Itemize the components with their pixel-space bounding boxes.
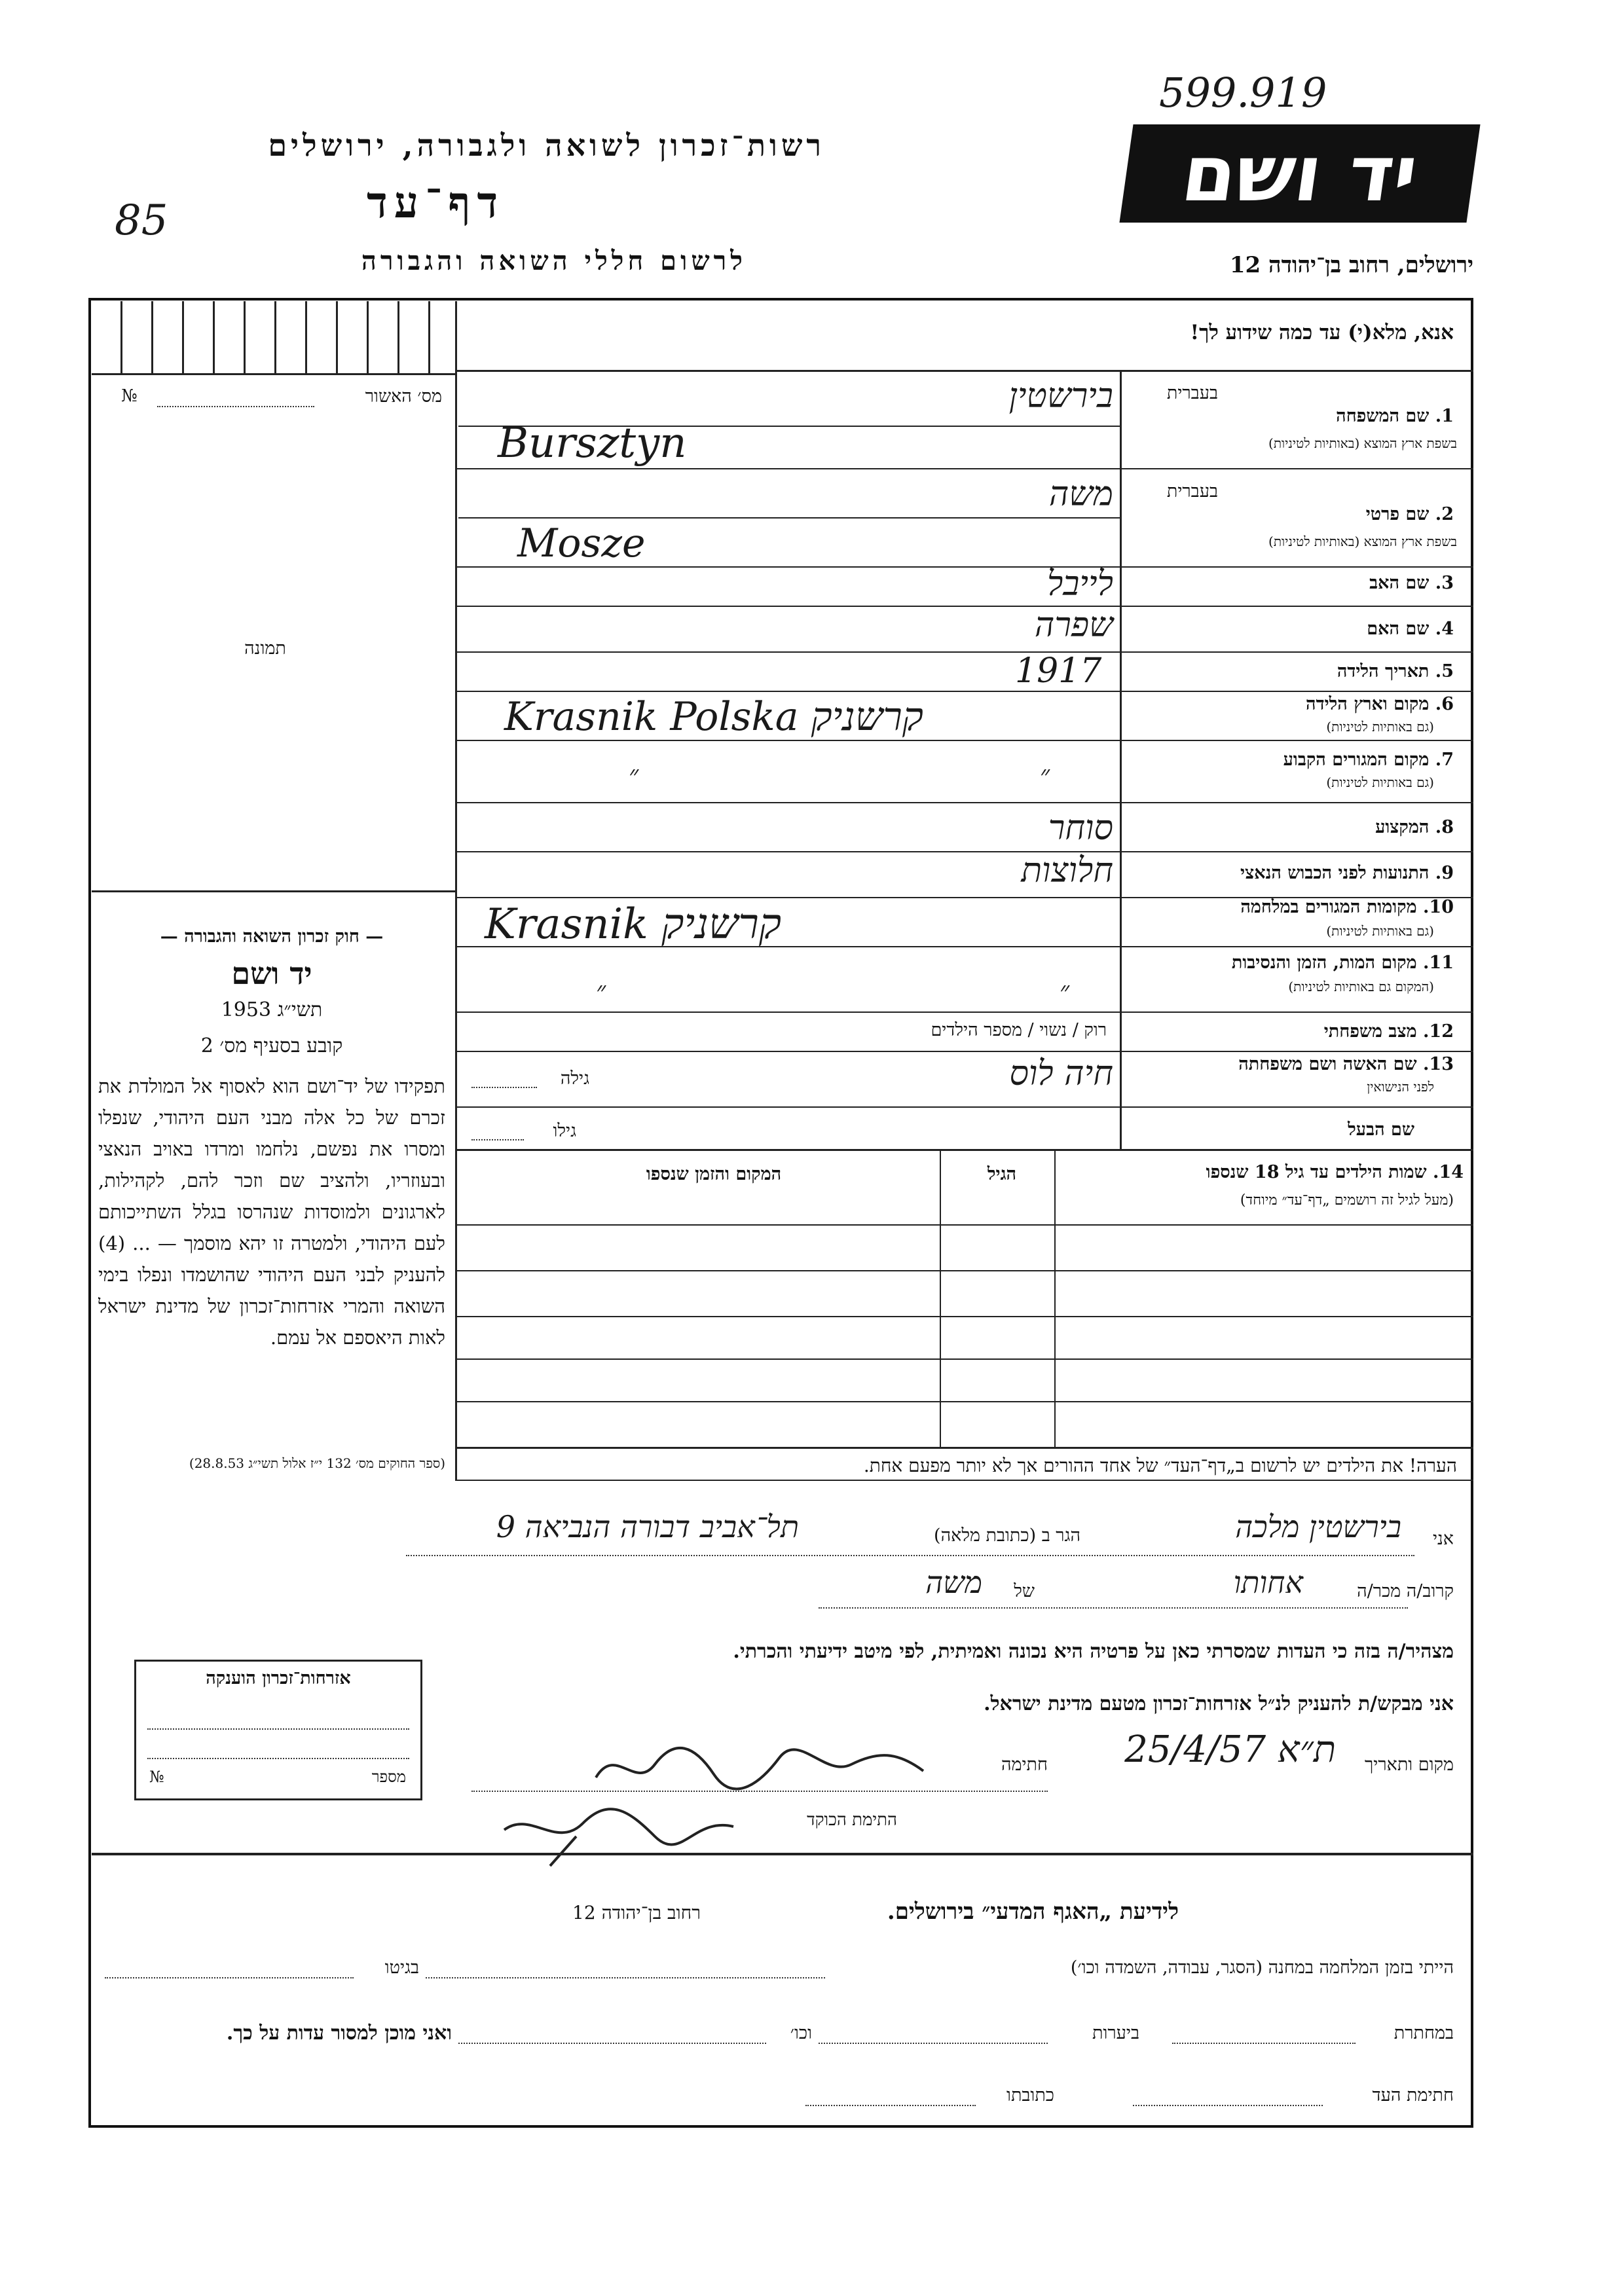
field-6-value: Krasnik Polska קרשניק [504, 694, 923, 740]
law-body: תפקידו של יד־ושם הוא לאסוף אל המולדת את זכרם של כל אלה מבני העם היהודי, שנפלו ומסרו את נפשם, נלחמו ומרדו באויב הנאצי ובעוזריו, ולהציב שם וזכר להם, לקהילות, לארגונים ולמוסדות שנהרסו בגלל השתייכותם לעם היהודי, ולמטרה זו יהא מוסמך — ... (4) להעניק לבני העם היהודי שהושמדו ונפלו בימי השואה והמרי אזרחות־זכרון של מדינת ישראל לאות היאספם אל עמם. [98, 1075, 445, 1349]
field-1-hebrew-tag: בעברית [1166, 383, 1218, 403]
law-clause: קובע בסעיף מס׳ 2 [200, 1034, 343, 1057]
field-8-label: 8. המקצוע [1375, 817, 1454, 837]
photo-label: תמונה [244, 638, 286, 659]
children-table-note: (מעל לגיל זה רושמים „דף־עד״ מיוחד) [1240, 1192, 1454, 1209]
declarant-name: בירשטין מלכה [1235, 1509, 1401, 1544]
signature-scribble [589, 1738, 930, 1797]
law-reference: (ספר החוקים מס׳ 132 י״ז אלול תשי״ג 28.8.53) [189, 1455, 445, 1471]
field-12-value: רוק / נשוי / מספר הילדים [931, 1020, 1107, 1040]
address-line: ירושלים, רחוב בן־יהודה 12 [1229, 252, 1473, 278]
declaration-address-label: הגר ב (כתובת מלאה) [934, 1525, 1080, 1546]
children-table-title: 14. שמות הילדים עד גיל 18 שנספו [1206, 1162, 1464, 1182]
place-date-value: ת״א 25/4/57 [1124, 1728, 1336, 1771]
field-1-hebrew-value: בירשטין [1008, 376, 1113, 416]
field-11-label: 11. מקום המות, הזמן והנסיבות [1231, 953, 1454, 973]
field-10-label: 10. מקומות המגורים במלחמה [1240, 897, 1454, 917]
field-2-sub: בשפת ארץ המוצא (באותיות לטיניות) [1268, 534, 1457, 549]
declaration-statement: מצהיר/ה בזה כי העדות שמסרתי כאן על פרטיה היא נכונה ואמיתית, לפי מיטב ידיעתי והכרתי. [733, 1640, 1454, 1663]
citizenship-title: אזרחות־זכרון הוענקה [206, 1668, 351, 1688]
place-date-label: מקום ותאריך [1365, 1755, 1454, 1775]
field-4-value: שפרה [1034, 606, 1113, 645]
officer-signature-scribble [498, 1797, 747, 1869]
signature-label: חתימה [1001, 1755, 1048, 1775]
field-4-label: 4. שם האם [1367, 619, 1454, 639]
field-12-label: 12. מצב משפחתי [1323, 1021, 1454, 1042]
field-13-sub: לפני הנישואין [1367, 1079, 1434, 1095]
field-2-hebrew-tag: בעברית [1166, 481, 1218, 501]
ghetto-label: בגיטו [384, 1958, 419, 1978]
declaration-request: אני מבקש/ת להעניק לנ״ל אזרחות־זכרון מטעם מדינת ישראל. [984, 1692, 1454, 1715]
reference-number: 599.919 [1159, 69, 1327, 117]
approval-number-label: מס׳ האשור [365, 386, 442, 407]
instruction-text: אנא, מלא(י) עד כמה שידוע לך! [1190, 321, 1454, 344]
children-remark: הערה! את הילדים יש לרשום ב„דף־העד״ של אחד ההורים אך לא יותר מפעם אחת. [863, 1455, 1457, 1476]
field-6-sub: (גם באותיות לטיניות) [1326, 719, 1434, 735]
field-7-label: 7. מקום המגורים הקבוע [1283, 750, 1454, 770]
citizenship-number-label: מספר [371, 1768, 406, 1786]
declarant-signature [589, 1738, 930, 1806]
underground-label: במחתרת [1393, 2023, 1454, 2043]
handwritten-mark: 85 [115, 196, 168, 245]
field-10-sub: (גם באותיות לטיניות) [1326, 923, 1434, 939]
approval-number-sign: № [121, 386, 138, 406]
field-1-sub: בשפת ארץ המוצא (באותיות לטיניות) [1268, 435, 1457, 451]
law-year: תשי״ג 1953 [221, 998, 323, 1021]
citizenship-no-sign: № [149, 1768, 164, 1786]
witness-signature-label: חתימת העד [1372, 2085, 1454, 2105]
scientific-dept-heading: לידיעת „האגף המדעי״ בירושלים. [887, 1899, 1179, 1925]
field-6-label: 6. מקום וארץ הלידה [1306, 694, 1454, 714]
law-name: יד ושם [231, 956, 312, 991]
field-1-latin-value: Bursztyn [498, 419, 687, 467]
field-5-label: 5. תאריך הלידה [1337, 661, 1454, 682]
law-title: — חוק זכרון השואה והגבורה — [160, 926, 384, 947]
relation-of: של [1014, 1581, 1035, 1601]
field-1-label: 1. שם המשפחה [1336, 406, 1454, 426]
field-7-sub: (גם באותיות לטיניות) [1326, 774, 1434, 790]
document-subtitle: לרשום חללי השואה והגבורה [361, 246, 747, 276]
field-2-latin-value: Mosze [517, 520, 646, 566]
field-3-value: לייבל [1047, 564, 1113, 604]
field-9-label: 9. התנועות לפני הכבוש הנאצי [1240, 863, 1454, 883]
field-13-label: 13. שם האשה ושם משפחתה [1238, 1054, 1454, 1074]
relation-value: אחותו [1233, 1565, 1303, 1600]
husband-name-label: שם הבעל [1348, 1120, 1414, 1140]
top-cell-strip [92, 301, 455, 375]
document-title: דף־עד [367, 177, 505, 228]
field-8-value: סוחר [1048, 809, 1113, 848]
field-10-value: Krasnik קרשניק [485, 900, 782, 949]
camp-line: הייתי בזמן המלחמה במחנה (הסגר, עבודה, השמדה וכו׳) [1070, 1958, 1454, 1978]
organization-line: רשות־זכרון לשואה ולגבורה, ירושלים [268, 128, 825, 163]
field-3-label: 3. שם האב [1369, 573, 1454, 593]
husband-age-label: גילו [553, 1121, 576, 1141]
ready-to-testify: ואני מוכן למסור עדות על כך. [226, 2022, 452, 2045]
field-11-sub: (המקום גם באותיות לטיניות) [1288, 979, 1434, 994]
field-2-hebrew-value: משה [1048, 475, 1113, 514]
field-9-value: חלוצות [1021, 851, 1113, 890]
witness-address-label: כתובתו [1006, 2085, 1054, 2105]
declaration-prefix: אני [1432, 1529, 1454, 1549]
field-13-value: חיה לוס [1009, 1054, 1113, 1093]
officer-signature [498, 1797, 747, 1872]
field-2-label: 2. שם פרטי [1365, 504, 1454, 524]
children-age-header: הגיל [987, 1164, 1017, 1184]
victim-name-repeat: משה [925, 1565, 982, 1600]
field-11-value: ״ ״ [596, 976, 1293, 1006]
field-7-value: ״ ״ [629, 760, 1247, 790]
forests-label: ביערות [1092, 2023, 1139, 2043]
field-5-value: 1917 [1015, 651, 1102, 691]
etc-label: וכו׳ [790, 2023, 812, 2043]
declarant-address: תל־אביב דבורה הנביאה 9 [496, 1509, 799, 1544]
children-place-header: המקום והזמן שנספו [646, 1164, 782, 1184]
field-13-age-label: גילה [560, 1068, 589, 1089]
officer-signature-label: התימת הכוקד [807, 1810, 897, 1830]
scientific-dept-address: רחוב בן־יהודה 12 [572, 1902, 701, 1923]
yad-vashem-logo: יד ושם [1119, 124, 1480, 223]
relation-label: קרוב/ה מכר/ה [1357, 1581, 1454, 1601]
